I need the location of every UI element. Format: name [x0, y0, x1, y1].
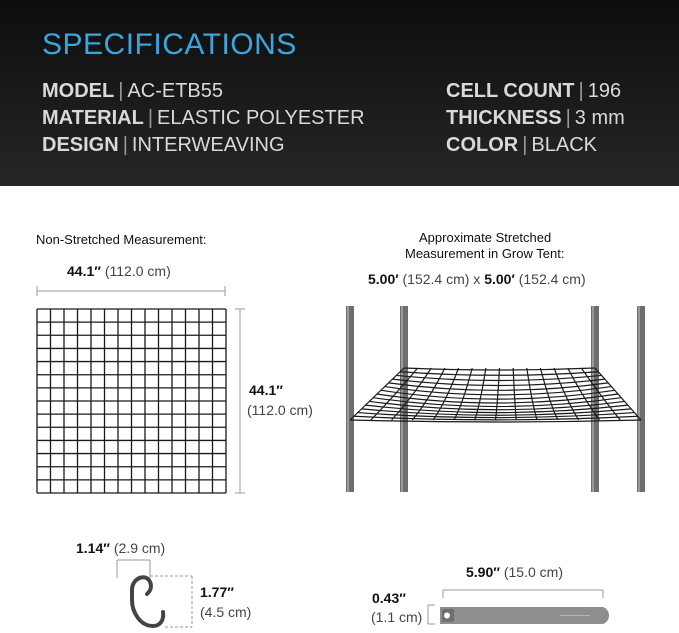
stretched-caption-line2: Measurement in Grow Tent:: [405, 246, 565, 261]
spec-separator: |: [118, 80, 124, 102]
spec-value: AC-ETB55: [127, 80, 224, 102]
net-width-inches: 44.1″: [67, 263, 101, 279]
net-height-cm: (112.0 cm): [247, 402, 313, 418]
flat-net-grid: [37, 309, 226, 493]
stretched-width-ft: 5.00′: [368, 271, 399, 287]
net-width-cm: (112.0 cm): [104, 263, 171, 279]
hook-height-cm: (4.5 cm): [200, 604, 252, 620]
strap-width-bracket: [428, 605, 435, 624]
spec-value: INTERWEAVING: [131, 134, 285, 156]
stretched-width-cm: (152.4 cm): [402, 271, 470, 287]
spec-separator: |: [122, 134, 128, 156]
net-height-inches: 44.1″: [249, 382, 283, 398]
spec-key: MATERIAL: [42, 107, 144, 129]
hook-width-cm: (2.9 cm): [113, 540, 166, 556]
strap-length-cm: (15.0 cm): [503, 564, 563, 580]
hook-width-bracket: [117, 560, 150, 578]
stretched-caption-line1: Approximate Stretched: [419, 230, 552, 245]
spec-value: 3 mm: [574, 107, 625, 129]
spec-separator: |: [565, 107, 571, 129]
spec-separator: |: [147, 107, 154, 129]
net-width-bracket: [37, 286, 225, 296]
hook-height-inches: 1.77″: [200, 584, 234, 600]
times-sign: x: [473, 271, 481, 287]
spec-key: THICKNESS: [446, 107, 562, 129]
net-height-bracket: [235, 309, 245, 493]
spec-value: BLACK: [531, 134, 598, 156]
strap-length-bracket: [443, 590, 603, 598]
specs-title: SPECIFICATIONS: [42, 28, 297, 61]
net-strand: [595, 368, 641, 420]
spec-key: CELL COUNT: [446, 80, 575, 102]
net-strand: [554, 368, 579, 420]
hook-width-inches: 1.14″: [76, 540, 110, 556]
spec-key: MODEL: [42, 80, 115, 102]
hook-height-bracket: [150, 576, 192, 627]
stretched-height-ft: 5.00′: [484, 271, 515, 287]
spec-separator: |: [522, 134, 528, 156]
net-strand: [412, 368, 445, 420]
strap-width-inches: 0.43″: [372, 590, 406, 606]
spec-value: ELASTIC POLYESTER: [157, 107, 365, 129]
spec-value: 196: [587, 80, 622, 102]
spec-key: COLOR: [446, 134, 519, 156]
spec-key: DESIGN: [42, 134, 119, 156]
stretched-height-cm: (152.4 cm): [518, 271, 586, 287]
strap-width-cm: (1.1 cm): [371, 609, 423, 625]
strap-length-inches: 5.90″: [466, 564, 500, 580]
non-stretched-caption: Non-Stretched Measurement:: [36, 232, 207, 247]
velcro-strap-icon: [440, 607, 609, 624]
s-hook-icon: [132, 577, 163, 626]
spec-separator: |: [578, 80, 584, 102]
